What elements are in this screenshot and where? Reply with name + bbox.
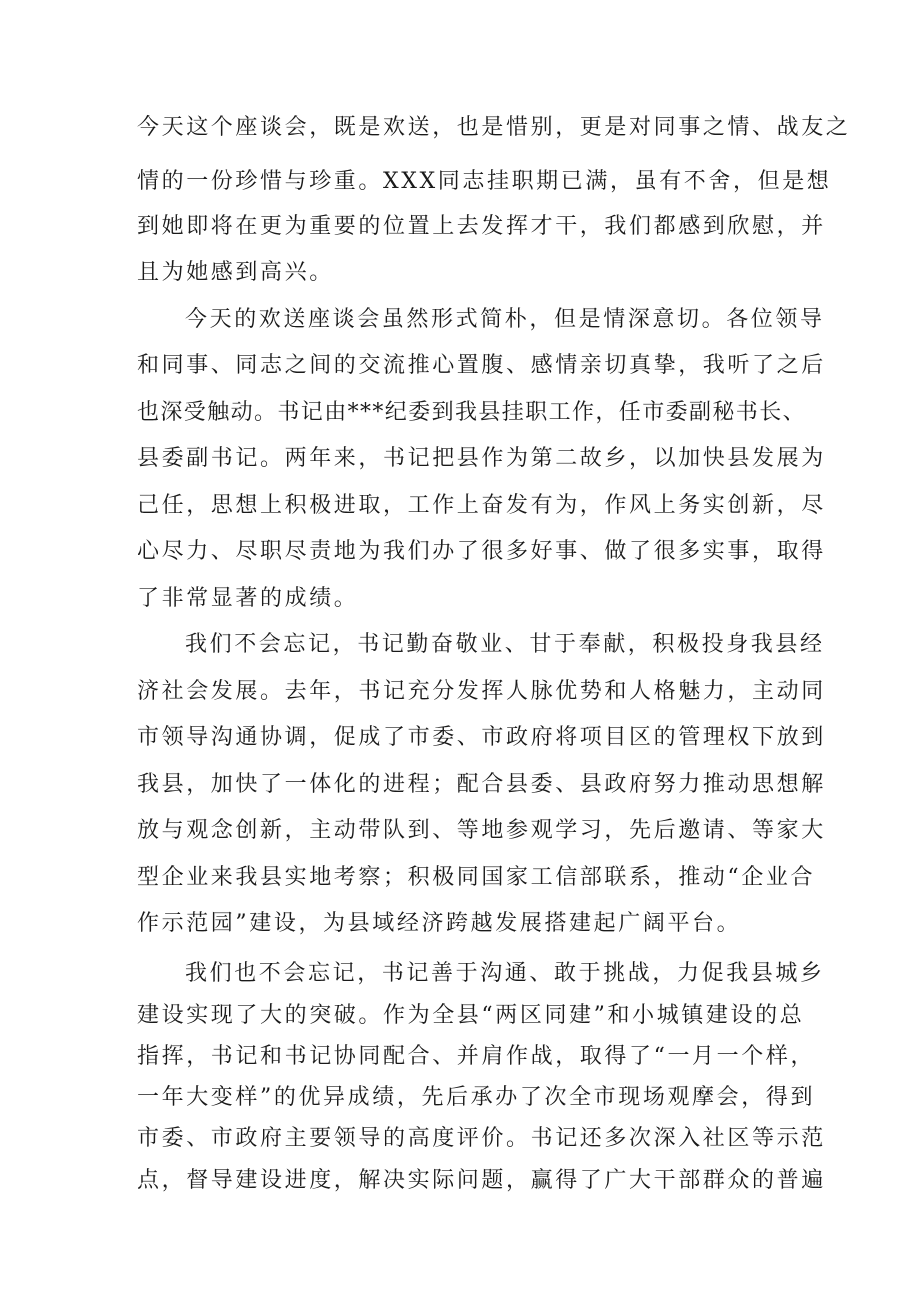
paragraph-3-line-5: 放与观念创新，主动带队到、等地参观学习，先后邀请、等家大 (137, 818, 826, 843)
paragraph-2-line-7: 了非常显著的成绩。 (137, 586, 359, 611)
paragraph-2-line-2: 和同事、同志之间的交流推心置腹、感情亲切真挚，我听了之后 (137, 353, 826, 378)
paragraph-2-line-4: 县委副书记。两年来，书记把县作为第二故乡，以加快县发展为 (137, 446, 826, 471)
paragraph-4-line-1: 我们也不会忘记，书记善于沟通、敢于挑战，力促我县城乡 (185, 961, 825, 986)
paragraph-1-line-2: 情的一份珍惜与珍重。XXX同志挂职期已满，虽有不舍，但是想 (137, 169, 832, 194)
paragraph-4-line-3: 指挥，书记和书记协同配合、并肩作战，取得了“一月一个样， (137, 1044, 816, 1069)
paragraph-4-line-5: 市委、市政府主要领导的高度评价。书记还多次深入社区等示范 (137, 1126, 826, 1151)
paragraph-1-line-3: 到她即将在更为重要的位置上去发挥才干，我们都感到欣慰，并 (137, 214, 826, 239)
paragraph-3-line-7: 作示范园”建设，为县域经济跨越发展搭建起广阔平台。 (137, 911, 742, 936)
paragraph-4-line-4: 一年大变样”的优异成绩，先后承办了次全市现场观摩会，得到 (137, 1085, 816, 1110)
paragraph-3-line-6: 型企业来我县实地考察；积极同国家工信部联系，推动“企业合 (137, 865, 816, 890)
paragraph-4-line-6: 点，督导建设进度，解决实际问题，赢得了广大干部群众的普遍 (137, 1168, 826, 1193)
paragraph-1-line-4: 且为她感到高兴。 (137, 260, 334, 285)
paragraph-4-line-2: 建设实现了大的突破。作为全县“两区同建”和小城镇建设的总 (137, 1003, 805, 1028)
paragraph-3-line-3: 市领导沟通协调，促成了市委、市政府将项目区的管理权下放到 (137, 725, 826, 750)
paragraph-3-line-2: 济社会发展。去年，书记充分发挥人脉优势和人格魅力，主动同 (137, 679, 826, 704)
paragraph-1-line-1: 今天这个座谈会，既是欢送，也是惜别，更是对同事之情、战友之 (137, 115, 851, 140)
paragraph-2-line-6: 心尽力、尽职尽责地为我们办了很多好事、做了很多实事，取得 (137, 539, 826, 564)
paragraph-3-line-1: 我们不会忘记，书记勤奋敬业、甘于奉献，积极投身我县经 (185, 632, 825, 657)
paragraph-2-line-5: 己任，思想上积极进取，工作上奋发有为，作风上务实创新，尽 (137, 493, 826, 518)
paragraph-2-line-1: 今天的欢送座谈会虽然形式简朴，但是情深意切。各位领导 (185, 307, 825, 332)
paragraph-3-line-4: 我县，加快了一体化的进程；配合县委、县政府努力推动思想解 (137, 772, 826, 797)
paragraph-2-line-3: 也深受触动。书记由***纪委到我县挂职工作，任市委副秘书长、 (137, 400, 807, 425)
